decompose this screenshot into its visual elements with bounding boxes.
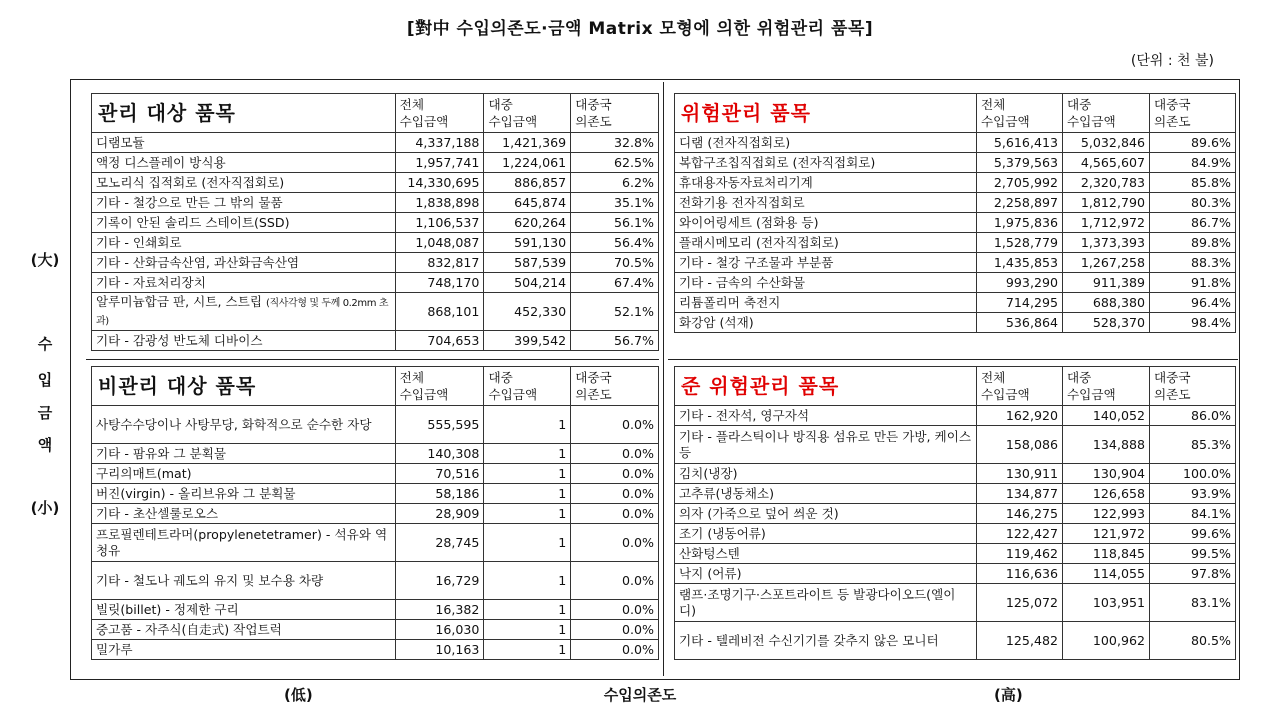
quadrant-title: 관리 대상 품목 <box>92 94 396 133</box>
item-name: 디램모듈 <box>92 133 396 153</box>
item-name-note: (직사각형 및 두께 0.2mm 초과) <box>96 297 389 327</box>
china-dependency: 91.8% <box>1150 273 1236 293</box>
china-dependency: 67.4% <box>571 273 659 293</box>
table-row <box>675 213 1236 233</box>
china-dependency: 99.6% <box>1150 524 1236 544</box>
item-name: 구리의매트(mat) <box>92 464 396 484</box>
china-dependency: 89.8% <box>1150 233 1236 253</box>
table-row <box>92 153 659 173</box>
item-name: 화강암 (석재) <box>675 313 977 333</box>
item-name: 기록이 안된 솔리드 스테이트(SSD) <box>92 213 396 233</box>
item-name: 플래시메모리 (전자직접회로) <box>675 233 977 253</box>
total-import-amount: 140,308 <box>395 444 484 464</box>
table-row <box>675 504 1236 524</box>
china-import-amount: 620,264 <box>484 213 571 233</box>
total-import-amount: 125,482 <box>977 622 1063 660</box>
column-header: 대중 수입금액 <box>1063 367 1150 406</box>
china-import-amount: 1,421,369 <box>484 133 571 153</box>
china-dependency: 32.8% <box>571 133 659 153</box>
x-axis-high: (高) <box>994 686 1023 704</box>
table-header-row <box>92 94 659 133</box>
table-managed-items <box>91 93 659 351</box>
column-header: 전체 수입금액 <box>977 94 1063 133</box>
china-import-amount: 688,380 <box>1063 293 1150 313</box>
total-import-amount: 832,817 <box>395 253 484 273</box>
item-name: 리튬폴리머 축전지 <box>675 293 977 313</box>
quadrant-title: 준 위험관리 품목 <box>675 367 977 406</box>
quadrant-title: 비관리 대상 품목 <box>92 367 396 406</box>
total-import-amount: 748,170 <box>395 273 484 293</box>
item-name: 기타 - 자료처리장치 <box>92 273 396 293</box>
total-import-amount: 14,330,695 <box>395 173 484 193</box>
item-name: 기타 - 철강 구조물과 부분품 <box>675 253 977 273</box>
column-header: 대중 수입금액 <box>1063 94 1150 133</box>
china-import-amount: 1,373,393 <box>1063 233 1150 253</box>
total-import-amount: 130,911 <box>977 464 1063 484</box>
item-name: 산화텅스텐 <box>675 544 977 564</box>
china-import-amount: 587,539 <box>484 253 571 273</box>
table-row <box>675 313 1236 333</box>
china-import-amount: 886,857 <box>484 173 571 193</box>
item-name: 기타 - 팜유와 그 분획물 <box>92 444 396 464</box>
total-import-amount: 16,382 <box>395 600 484 620</box>
china-import-amount: 1 <box>484 504 571 524</box>
table-row <box>675 524 1236 544</box>
china-import-amount: 118,845 <box>1063 544 1150 564</box>
table-semi-risk-items <box>674 366 1236 660</box>
china-import-amount: 103,951 <box>1063 584 1150 622</box>
total-import-amount: 5,616,413 <box>977 133 1063 153</box>
china-import-amount: 591,130 <box>484 233 571 253</box>
table-row <box>92 213 659 233</box>
table-row <box>92 293 659 331</box>
total-import-amount: 122,427 <box>977 524 1063 544</box>
item-name: 휴대용자동자료처리기계 <box>675 173 977 193</box>
table-row <box>92 444 659 464</box>
column-header: 대중 수입금액 <box>484 94 571 133</box>
china-dependency: 84.1% <box>1150 504 1236 524</box>
total-import-amount: 868,101 <box>395 293 484 331</box>
column-header: 대중국 의존도 <box>1150 94 1236 133</box>
item-name: 김치(냉장) <box>675 464 977 484</box>
table-row <box>675 133 1236 153</box>
item-name: 디램 (전자직접회로) <box>675 133 977 153</box>
item-name: 액정 디스플레이 방식용 <box>92 153 396 173</box>
china-dependency: 0.0% <box>571 406 659 444</box>
table-row <box>675 406 1236 426</box>
quadrant-title: 위험관리 품목 <box>675 94 977 133</box>
item-name: 복합구조칩직접회로 (전자직접회로) <box>675 153 977 173</box>
china-dependency: 0.0% <box>571 600 659 620</box>
china-import-amount: 122,993 <box>1063 504 1150 524</box>
china-dependency: 0.0% <box>571 524 659 562</box>
column-header: 대중국 의존도 <box>571 94 659 133</box>
china-dependency: 0.0% <box>571 464 659 484</box>
china-dependency: 93.9% <box>1150 484 1236 504</box>
total-import-amount: 714,295 <box>977 293 1063 313</box>
column-header: 전체 수입금액 <box>977 367 1063 406</box>
y-axis-char-2: 입 <box>37 371 53 389</box>
table-header-row <box>92 367 659 406</box>
total-import-amount: 28,745 <box>395 524 484 562</box>
table-risk-items <box>674 93 1236 333</box>
total-import-amount: 5,379,563 <box>977 153 1063 173</box>
table-row <box>92 331 659 351</box>
china-dependency: 80.3% <box>1150 193 1236 213</box>
vertical-divider <box>663 82 664 676</box>
item-name: 기타 - 철강으로 만든 그 밖의 물품 <box>92 193 396 213</box>
table-row <box>92 406 659 444</box>
total-import-amount: 1,528,779 <box>977 233 1063 253</box>
china-dependency: 97.8% <box>1150 564 1236 584</box>
table-row <box>92 640 659 660</box>
table-row <box>675 253 1236 273</box>
total-import-amount: 2,705,992 <box>977 173 1063 193</box>
y-axis-char-1: 수 <box>37 335 53 353</box>
china-dependency: 52.1% <box>571 293 659 331</box>
china-import-amount: 452,330 <box>484 293 571 331</box>
china-dependency: 83.1% <box>1150 584 1236 622</box>
china-dependency: 0.0% <box>571 444 659 464</box>
china-import-amount: 2,320,783 <box>1063 173 1150 193</box>
china-dependency: 86.0% <box>1150 406 1236 426</box>
china-dependency: 35.1% <box>571 193 659 213</box>
china-dependency: 62.5% <box>571 153 659 173</box>
table-row <box>675 193 1236 213</box>
total-import-amount: 146,275 <box>977 504 1063 524</box>
china-import-amount: 1,267,258 <box>1063 253 1150 273</box>
x-axis-label: 수입의존도 <box>603 686 677 704</box>
china-dependency: 99.5% <box>1150 544 1236 564</box>
total-import-amount: 1,957,741 <box>395 153 484 173</box>
china-import-amount: 1,812,790 <box>1063 193 1150 213</box>
china-import-amount: 5,032,846 <box>1063 133 1150 153</box>
total-import-amount: 16,729 <box>395 562 484 600</box>
china-import-amount: 399,542 <box>484 331 571 351</box>
item-name: 기타 - 인쇄회로 <box>92 233 396 253</box>
item-name: 와이어링세트 (점화용 등) <box>675 213 977 233</box>
china-import-amount: 114,055 <box>1063 564 1150 584</box>
column-header: 전체 수입금액 <box>395 367 484 406</box>
table-row <box>675 584 1236 622</box>
total-import-amount: 1,106,537 <box>395 213 484 233</box>
table-row <box>92 504 659 524</box>
column-header: 대중국 의존도 <box>571 367 659 406</box>
item-name: 기타 - 전자석, 영구자석 <box>675 406 977 426</box>
china-dependency: 88.3% <box>1150 253 1236 273</box>
table-row <box>675 426 1236 464</box>
table-row <box>675 544 1236 564</box>
item-name: 램프·조명기구·스포트라이트 등 발광다이오드(엘이디) <box>675 584 977 622</box>
total-import-amount: 116,636 <box>977 564 1063 584</box>
item-name: 조기 (냉동어류) <box>675 524 977 544</box>
china-import-amount: 1 <box>484 562 571 600</box>
china-import-amount: 1 <box>484 464 571 484</box>
item-name: 전화기용 전자직접회로 <box>675 193 977 213</box>
china-dependency: 84.9% <box>1150 153 1236 173</box>
china-dependency: 89.6% <box>1150 133 1236 153</box>
china-dependency: 86.7% <box>1150 213 1236 233</box>
table-row <box>92 600 659 620</box>
china-import-amount: 126,658 <box>1063 484 1150 504</box>
china-import-amount: 1,224,061 <box>484 153 571 173</box>
item-name: 기타 - 텔레비전 수신기기를 갖추지 않은 모니터 <box>675 622 977 660</box>
total-import-amount: 28,909 <box>395 504 484 524</box>
y-axis-char-4: 액 <box>37 436 53 454</box>
total-import-amount: 1,838,898 <box>395 193 484 213</box>
column-header: 전체 수입금액 <box>395 94 484 133</box>
table-row <box>92 273 659 293</box>
china-import-amount: 134,888 <box>1063 426 1150 464</box>
china-dependency: 98.4% <box>1150 313 1236 333</box>
x-axis-low: (低) <box>284 686 313 704</box>
table-row <box>92 233 659 253</box>
china-dependency: 80.5% <box>1150 622 1236 660</box>
table-row <box>675 153 1236 173</box>
china-dependency: 6.2% <box>571 173 659 193</box>
item-name: 모노리식 집적회로 (전자직접회로) <box>92 173 396 193</box>
total-import-amount: 704,653 <box>395 331 484 351</box>
china-import-amount: 504,214 <box>484 273 571 293</box>
table-row <box>92 193 659 213</box>
item-name: 사탕수수당이나 사탕무당, 화학적으로 순수한 자당 <box>92 406 396 444</box>
china-import-amount: 1 <box>484 484 571 504</box>
table-row <box>675 622 1236 660</box>
table-row <box>92 173 659 193</box>
table-row <box>675 233 1236 253</box>
total-import-amount: 158,086 <box>977 426 1063 464</box>
horizontal-divider-left <box>86 359 659 360</box>
china-import-amount: 1 <box>484 600 571 620</box>
china-dependency: 0.0% <box>571 562 659 600</box>
table-row <box>675 564 1236 584</box>
item-name: 기타 - 산화금속산염, 과산화금속산염 <box>92 253 396 273</box>
item-name: 기타 - 감광성 반도체 디바이스 <box>92 331 396 351</box>
y-axis-high: (大) <box>30 251 60 269</box>
china-import-amount: 130,904 <box>1063 464 1150 484</box>
table-row <box>92 253 659 273</box>
y-axis-low: (小) <box>30 499 60 517</box>
item-name: 기타 - 금속의 수산화물 <box>675 273 977 293</box>
table-row <box>92 562 659 600</box>
china-dependency: 56.4% <box>571 233 659 253</box>
total-import-amount: 1,975,836 <box>977 213 1063 233</box>
total-import-amount: 993,290 <box>977 273 1063 293</box>
china-import-amount: 1 <box>484 640 571 660</box>
table-row <box>92 620 659 640</box>
china-dependency: 56.7% <box>571 331 659 351</box>
china-import-amount: 1 <box>484 406 571 444</box>
item-name: 고추류(냉동채소) <box>675 484 977 504</box>
china-dependency: 70.5% <box>571 253 659 273</box>
china-import-amount: 100,962 <box>1063 622 1150 660</box>
item-name: 의자 (가죽으로 덮어 씌운 것) <box>675 504 977 524</box>
china-dependency: 0.0% <box>571 640 659 660</box>
table-row <box>92 484 659 504</box>
china-import-amount: 1 <box>484 524 571 562</box>
china-import-amount: 1,712,972 <box>1063 213 1150 233</box>
unit-label: (단위 : 천 불) <box>1130 53 1214 69</box>
total-import-amount: 58,186 <box>395 484 484 504</box>
total-import-amount: 16,030 <box>395 620 484 640</box>
item-name: 기타 - 초산셀룰로오스 <box>92 504 396 524</box>
horizontal-divider-right <box>668 359 1238 360</box>
item-name: 기타 - 플라스틱이나 방직용 섬유로 만든 가방, 케이스 등 <box>675 426 977 464</box>
table-unmanaged-items <box>91 366 659 660</box>
china-dependency: 100.0% <box>1150 464 1236 484</box>
page-title: [對中 수입의존도·금액 Matrix 모형에 의한 위험관리 품목] <box>406 19 874 39</box>
column-header: 대중 수입금액 <box>484 367 571 406</box>
china-dependency: 96.4% <box>1150 293 1236 313</box>
china-dependency: 0.0% <box>571 484 659 504</box>
item-name-main: 알루미늄합금 판, 시트, 스트립 <box>96 293 263 309</box>
item-name: 낙지 (어류) <box>675 564 977 584</box>
column-header: 대중국 의존도 <box>1150 367 1236 406</box>
total-import-amount: 10,163 <box>395 640 484 660</box>
total-import-amount: 119,462 <box>977 544 1063 564</box>
table-row <box>92 133 659 153</box>
total-import-amount: 555,595 <box>395 406 484 444</box>
item-name: 프로필렌테트라머(propylenetetramer) - 석유와 역청유 <box>92 524 396 562</box>
china-import-amount: 528,370 <box>1063 313 1150 333</box>
total-import-amount: 1,435,853 <box>977 253 1063 273</box>
china-import-amount: 645,874 <box>484 193 571 213</box>
table-row <box>675 273 1236 293</box>
china-dependency: 85.8% <box>1150 173 1236 193</box>
table-row <box>92 524 659 562</box>
table-row <box>675 464 1236 484</box>
table-row <box>675 293 1236 313</box>
item-name: 중고품 - 자주식(自走式) 작업트럭 <box>92 620 396 640</box>
item-name: 기타 - 철도나 궤도의 유지 및 보수용 차량 <box>92 562 396 600</box>
total-import-amount: 70,516 <box>395 464 484 484</box>
total-import-amount: 4,337,188 <box>395 133 484 153</box>
total-import-amount: 134,877 <box>977 484 1063 504</box>
item-name <box>92 293 396 331</box>
item-name: 빌릿(billet) - 정제한 구리 <box>92 600 396 620</box>
total-import-amount: 162,920 <box>977 406 1063 426</box>
total-import-amount: 536,864 <box>977 313 1063 333</box>
table-header-row <box>675 367 1236 406</box>
y-axis-char-3: 금 <box>37 404 53 422</box>
china-import-amount: 1 <box>484 620 571 640</box>
china-dependency: 85.3% <box>1150 426 1236 464</box>
table-row <box>92 464 659 484</box>
total-import-amount: 2,258,897 <box>977 193 1063 213</box>
item-name: 버진(virgin) - 올리브유와 그 분획물 <box>92 484 396 504</box>
item-name: 밀가루 <box>92 640 396 660</box>
china-import-amount: 121,972 <box>1063 524 1150 544</box>
china-import-amount: 911,389 <box>1063 273 1150 293</box>
total-import-amount: 125,072 <box>977 584 1063 622</box>
china-import-amount: 1 <box>484 444 571 464</box>
china-dependency: 56.1% <box>571 213 659 233</box>
china-import-amount: 4,565,607 <box>1063 153 1150 173</box>
table-header-row <box>675 94 1236 133</box>
china-import-amount: 140,052 <box>1063 406 1150 426</box>
table-row <box>675 484 1236 504</box>
china-dependency: 0.0% <box>571 504 659 524</box>
table-row <box>675 173 1236 193</box>
total-import-amount: 1,048,087 <box>395 233 484 253</box>
china-dependency: 0.0% <box>571 620 659 640</box>
